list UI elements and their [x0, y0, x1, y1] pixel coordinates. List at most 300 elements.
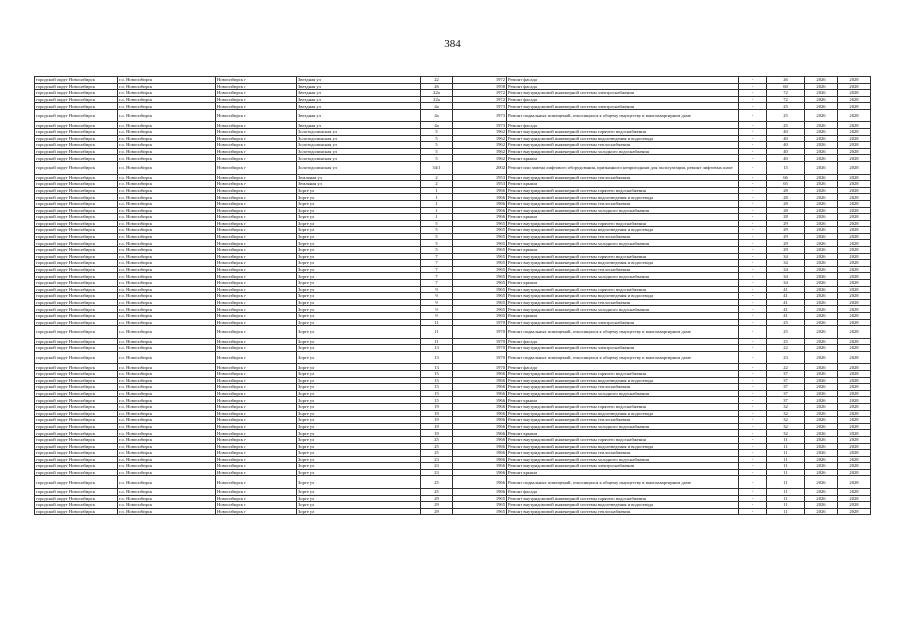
value-cell: 28: [767, 194, 805, 201]
street-cell: Зорге ул: [297, 384, 421, 391]
district-cell: городской округ Новосибирск: [35, 430, 118, 437]
build-year-cell: 1966: [453, 469, 507, 476]
street-cell: Звездная ул: [297, 83, 421, 90]
table-row: [35, 227, 871, 234]
dash-cell: -: [739, 351, 767, 364]
build-year-cell: 1962: [453, 142, 507, 149]
plan-year-start-cell: 2026: [805, 495, 838, 502]
settlement-cell: г.о. Новосибирск: [118, 240, 216, 247]
house-number-cell: 15: [421, 370, 453, 377]
house-number-cell: 29: [421, 508, 453, 515]
district-cell: городской округ Новосибирск: [35, 488, 118, 495]
work-type-cell: Ремонт внутридомовой инженерной системы горячего водоснабжения: [507, 253, 739, 260]
street-cell: Зорге ул: [297, 280, 421, 287]
street-cell: Зорге ул: [297, 370, 421, 377]
district-cell: городской округ Новосибирск: [35, 364, 118, 371]
table-row: [35, 313, 871, 320]
city-cell: Новосибирск г: [216, 155, 297, 162]
plan-year-end-cell: 2028: [838, 476, 871, 489]
plan-year-end-cell: 2028: [838, 260, 871, 267]
settlement-cell: г.о. Новосибирск: [118, 247, 216, 254]
value-cell: 11: [767, 463, 805, 470]
plan-year-start-cell: 2026: [805, 384, 838, 391]
plan-year-start-cell: 2026: [805, 83, 838, 90]
street-cell: Зорге ул: [297, 286, 421, 293]
plan-year-end-cell: 2028: [838, 214, 871, 221]
value-cell: 11: [767, 495, 805, 502]
plan-year-end-cell: 2028: [838, 227, 871, 234]
city-cell: Новосибирск г: [216, 129, 297, 136]
house-number-cell: 13: [421, 351, 453, 364]
street-cell: Зорге ул: [297, 299, 421, 306]
district-cell: городской округ Новосибирск: [35, 508, 118, 515]
plan-year-end-cell: 2028: [838, 135, 871, 142]
work-type-cell: Ремонт внутридомовой инженерной системы водоотведения и водоотвода: [507, 293, 739, 300]
plan-year-start-cell: 2026: [805, 370, 838, 377]
build-year-cell: 1966: [453, 207, 507, 214]
street-cell: Зорге ул: [297, 488, 421, 495]
plan-year-start-cell: 2026: [805, 286, 838, 293]
dash-cell: -: [739, 273, 767, 280]
build-year-cell: 1965: [453, 313, 507, 320]
build-year-cell: 1965: [453, 240, 507, 247]
value-cell: 40: [767, 155, 805, 162]
value-cell: 23: [767, 351, 805, 364]
plan-year-end-cell: 2028: [838, 450, 871, 457]
plan-year-start-cell: 2026: [805, 403, 838, 410]
street-cell: Золотодолинская ул: [297, 162, 421, 175]
dash-cell: -: [739, 450, 767, 457]
house-number-cell: 9: [421, 299, 453, 306]
settlement-cell: г.о. Новосибирск: [118, 286, 216, 293]
table-row: [35, 273, 871, 280]
value-cell: 25: [767, 122, 805, 129]
house-number-cell: 9: [421, 286, 453, 293]
build-year-cell: 1973: [453, 109, 507, 122]
settlement-cell: г.о. Новосибирск: [118, 96, 216, 103]
plan-year-start-cell: 2026: [805, 77, 838, 84]
house-number-cell: 5: [421, 129, 453, 136]
work-type-cell: Ремонт внутридомовой инженерной системы электроснабжения: [507, 463, 739, 470]
street-cell: Звездная ул: [297, 103, 421, 110]
plan-year-start-cell: 2026: [805, 377, 838, 384]
plan-year-start-cell: 2026: [805, 397, 838, 404]
dash-cell: -: [739, 469, 767, 476]
city-cell: Новосибирск г: [216, 423, 297, 430]
work-type-cell: Ремонт внутридомовой инженерной системы горячего водоснабжения: [507, 129, 739, 136]
dash-cell: -: [739, 129, 767, 136]
dash-cell: -: [739, 200, 767, 207]
plan-year-start-cell: 2026: [805, 508, 838, 515]
city-cell: Новосибирск г: [216, 227, 297, 234]
dash-cell: -: [739, 142, 767, 149]
work-type-cell: Ремонт крыши: [507, 469, 739, 476]
build-year-cell: 1966: [453, 194, 507, 201]
city-cell: Новосибирск г: [216, 338, 297, 345]
value-cell: 28: [767, 200, 805, 207]
value-cell: 29: [767, 233, 805, 240]
dash-cell: -: [739, 313, 767, 320]
settlement-cell: г.о. Новосибирск: [118, 200, 216, 207]
street-cell: Зорге ул: [297, 247, 421, 254]
street-cell: Зорге ул: [297, 495, 421, 502]
plan-year-end-cell: 2028: [838, 502, 871, 509]
city-cell: Новосибирск г: [216, 319, 297, 326]
settlement-cell: г.о. Новосибирск: [118, 417, 216, 424]
district-cell: городской округ Новосибирск: [35, 181, 118, 188]
table-row: [35, 338, 871, 345]
settlement-cell: г.о. Новосибирск: [118, 162, 216, 175]
plan-year-end-cell: 2028: [838, 122, 871, 129]
settlement-cell: г.о. Новосибирск: [118, 436, 216, 443]
plan-year-start-cell: 2026: [805, 220, 838, 227]
settlement-cell: г.о. Новосибирск: [118, 443, 216, 450]
plan-year-start-cell: 2026: [805, 227, 838, 234]
district-cell: городской округ Новосибирск: [35, 174, 118, 181]
district-cell: городской округ Новосибирск: [35, 227, 118, 234]
city-cell: Новосибирск г: [216, 508, 297, 515]
house-number-cell: 5: [421, 240, 453, 247]
dash-cell: -: [739, 338, 767, 345]
plan-year-start-cell: 2026: [805, 122, 838, 129]
table-row: [35, 181, 871, 188]
value-cell: 37: [767, 397, 805, 404]
district-cell: городской округ Новосибирск: [35, 293, 118, 300]
dash-cell: -: [739, 135, 767, 142]
table-row: [35, 423, 871, 430]
work-type-cell: Ремонт внутридомовой инженерной системы горячего водоснабжения: [507, 370, 739, 377]
plan-year-end-cell: 2028: [838, 103, 871, 110]
plan-year-end-cell: 2028: [838, 403, 871, 410]
build-year-cell: 1966: [453, 450, 507, 457]
work-type-cell: Ремонт внутридомовой инженерной системы холодного водоснабжения: [507, 390, 739, 397]
street-cell: Золотодолинская ул: [297, 129, 421, 136]
work-type-cell: Ремонт фасада: [507, 122, 739, 129]
house-number-cell: 25: [421, 443, 453, 450]
street-cell: Золотодолинская ул: [297, 155, 421, 162]
district-cell: городской округ Новосибирск: [35, 77, 118, 84]
district-cell: городской округ Новосибирск: [35, 162, 118, 175]
house-number-cell: 22: [421, 77, 453, 84]
house-number-cell: 1: [421, 214, 453, 221]
build-year-cell: 1966: [453, 200, 507, 207]
district-cell: городской округ Новосибирск: [35, 187, 118, 194]
settlement-cell: г.о. Новосибирск: [118, 148, 216, 155]
value-cell: 40: [767, 148, 805, 155]
house-number-cell: 5: [421, 155, 453, 162]
plan-year-end-cell: 2028: [838, 488, 871, 495]
plan-year-end-cell: 2028: [838, 293, 871, 300]
table-row: [35, 109, 871, 122]
plan-year-start-cell: 2026: [805, 338, 838, 345]
district-cell: городской округ Новосибирск: [35, 286, 118, 293]
build-year-cell: 1965: [453, 260, 507, 267]
plan-year-start-cell: 2026: [805, 313, 838, 320]
table-row: [35, 417, 871, 424]
dash-cell: -: [739, 397, 767, 404]
dash-cell: -: [739, 319, 767, 326]
dash-cell: -: [739, 207, 767, 214]
plan-year-start-cell: 2026: [805, 96, 838, 103]
work-type-cell: Ремонт внутридомовой инженерной системы холодного водоснабжения: [507, 273, 739, 280]
settlement-cell: г.о. Новосибирск: [118, 220, 216, 227]
build-year-cell: 1966: [453, 423, 507, 430]
district-cell: городской округ Новосибирск: [35, 266, 118, 273]
street-cell: Зорге ул: [297, 469, 421, 476]
city-cell: Новосибирск г: [216, 299, 297, 306]
district-cell: городской округ Новосибирск: [35, 90, 118, 97]
table-row: [35, 90, 871, 97]
house-number-cell: 4а: [421, 103, 453, 110]
value-cell: 72: [767, 96, 805, 103]
dash-cell: -: [739, 436, 767, 443]
plan-year-start-cell: 2026: [805, 502, 838, 509]
table-row: [35, 207, 871, 214]
plan-year-start-cell: 2026: [805, 109, 838, 122]
build-year-cell: 1966: [453, 488, 507, 495]
work-type-cell: Ремонт внутридомовой инженерной системы горячего водоснабжения: [507, 187, 739, 194]
plan-year-start-cell: 2026: [805, 476, 838, 489]
build-year-cell: 1966: [453, 390, 507, 397]
build-year-cell: 1965: [453, 495, 507, 502]
dash-cell: -: [739, 410, 767, 417]
value-cell: 11: [767, 456, 805, 463]
dash-cell: -: [739, 403, 767, 410]
dash-cell: -: [739, 280, 767, 287]
settlement-cell: г.о. Новосибирск: [118, 293, 216, 300]
city-cell: Новосибирск г: [216, 502, 297, 509]
house-number-cell: 2: [421, 174, 453, 181]
dash-cell: -: [739, 240, 767, 247]
dash-cell: -: [739, 220, 767, 227]
dash-cell: -: [739, 443, 767, 450]
district-cell: городской округ Новосибирск: [35, 326, 118, 339]
house-number-cell: 11: [421, 338, 453, 345]
dash-cell: -: [739, 96, 767, 103]
plan-year-end-cell: 2028: [838, 443, 871, 450]
table-row: [35, 77, 871, 84]
plan-year-start-cell: 2026: [805, 148, 838, 155]
table-row: [35, 96, 871, 103]
plan-year-start-cell: 2026: [805, 293, 838, 300]
city-cell: Новосибирск г: [216, 495, 297, 502]
table-row: [35, 200, 871, 207]
table-row: [35, 162, 871, 175]
dash-cell: -: [739, 463, 767, 470]
work-type-cell: Ремонт крыши: [507, 397, 739, 404]
plan-year-end-cell: 2028: [838, 306, 871, 313]
build-year-cell: 1966: [453, 403, 507, 410]
table-row: [35, 364, 871, 371]
plan-year-start-cell: 2026: [805, 443, 838, 450]
plan-year-start-cell: 2026: [805, 187, 838, 194]
work-type-cell: Ремонт внутридомовой инженерной системы теплоснабжения: [507, 450, 739, 457]
settlement-cell: г.о. Новосибирск: [118, 495, 216, 502]
house-number-cell: 7: [421, 260, 453, 267]
build-year-cell: 1970: [453, 326, 507, 339]
street-cell: Зорге ул: [297, 326, 421, 339]
work-type-cell: Ремонт внутридомовой инженерной системы водоотведения и водоотвода: [507, 194, 739, 201]
build-year-cell: 1958: [453, 83, 507, 90]
table-row: [35, 403, 871, 410]
dash-cell: -: [739, 456, 767, 463]
house-number-cell: 15: [421, 390, 453, 397]
table-row: [35, 220, 871, 227]
build-year-cell: 1966: [453, 397, 507, 404]
city-cell: Новосибирск г: [216, 181, 297, 188]
build-year-cell: 1965: [453, 286, 507, 293]
dash-cell: -: [739, 384, 767, 391]
street-cell: Зорге ул: [297, 476, 421, 489]
table-row: [35, 129, 871, 136]
district-cell: городской округ Новосибирск: [35, 148, 118, 155]
district-cell: городской округ Новосибирск: [35, 319, 118, 326]
plan-year-start-cell: 2026: [805, 129, 838, 136]
work-type-cell: Ремонт внутридомовой инженерной системы водоотведения и водоотвода: [507, 227, 739, 234]
city-cell: Новосибирск г: [216, 233, 297, 240]
house-number-cell: 19: [421, 410, 453, 417]
dash-cell: -: [739, 253, 767, 260]
value-cell: 34: [767, 253, 805, 260]
street-cell: Зорге ул: [297, 194, 421, 201]
table-row: [35, 495, 871, 502]
street-cell: Звездная ул: [297, 96, 421, 103]
table-row: [35, 384, 871, 391]
house-number-cell: 34/1: [421, 162, 453, 175]
settlement-cell: г.о. Новосибирск: [118, 463, 216, 470]
house-number-cell: 1: [421, 207, 453, 214]
work-type-cell: Ремонт крыши: [507, 280, 739, 287]
work-type-cell: Ремонт внутридомовой инженерной системы теплоснабжения: [507, 142, 739, 149]
dash-cell: -: [739, 293, 767, 300]
city-cell: Новосибирск г: [216, 174, 297, 181]
plan-year-start-cell: 2026: [805, 351, 838, 364]
table-row: [35, 299, 871, 306]
work-type-cell: Ремонт внутридомовой инженерной системы теплоснабжения: [507, 200, 739, 207]
plan-year-end-cell: 2028: [838, 326, 871, 339]
value-cell: 11: [767, 502, 805, 509]
value-cell: 22: [767, 364, 805, 371]
dash-cell: -: [739, 77, 767, 84]
street-cell: Зорге ул: [297, 417, 421, 424]
city-cell: Новосибирск г: [216, 488, 297, 495]
settlement-cell: г.о. Новосибирск: [118, 410, 216, 417]
house-number-cell: 7: [421, 253, 453, 260]
plan-year-end-cell: 2028: [838, 266, 871, 273]
city-cell: Новосибирск г: [216, 326, 297, 339]
table-row: [35, 377, 871, 384]
work-type-cell: Ремонт внутридомовой инженерной системы водоотведения и водоотвода: [507, 410, 739, 417]
table-row: [35, 286, 871, 293]
plan-year-start-cell: 2026: [805, 207, 838, 214]
table-row: [35, 187, 871, 194]
plan-year-start-cell: 2026: [805, 364, 838, 371]
district-cell: городской округ Новосибирск: [35, 273, 118, 280]
settlement-cell: г.о. Новосибирск: [118, 227, 216, 234]
house-number-cell: 5: [421, 148, 453, 155]
build-year-cell: 1965: [453, 293, 507, 300]
build-year-cell: 1970: [453, 345, 507, 352]
plan-year-start-cell: 2026: [805, 469, 838, 476]
settlement-cell: г.о. Новосибирск: [118, 77, 216, 84]
city-cell: Новосибирск г: [216, 436, 297, 443]
value-cell: 37: [767, 370, 805, 377]
house-number-cell: 19: [421, 430, 453, 437]
value-cell: 15: [767, 162, 805, 175]
build-year-cell: 1965: [453, 253, 507, 260]
build-year-cell: 1966: [453, 384, 507, 391]
table-row: [35, 148, 871, 155]
street-cell: Зорге ул: [297, 214, 421, 221]
dash-cell: -: [739, 299, 767, 306]
settlement-cell: г.о. Новосибирск: [118, 423, 216, 430]
table-row: [35, 247, 871, 254]
build-year-cell: 1965: [453, 280, 507, 287]
build-year-cell: 1972: [453, 77, 507, 84]
build-year-cell: 1966: [453, 214, 507, 221]
work-type-cell: Ремонт крыши: [507, 181, 739, 188]
plan-year-start-cell: 2026: [805, 417, 838, 424]
house-number-cell: 15: [421, 397, 453, 404]
district-cell: городской округ Новосибирск: [35, 109, 118, 122]
value-cell: 37: [767, 377, 805, 384]
work-type-cell: Ремонт внутридомовой инженерной системы горячего водоснабжения: [507, 220, 739, 227]
street-cell: Зорге ул: [297, 207, 421, 214]
build-year-cell: 1965: [453, 247, 507, 254]
plan-year-start-cell: 2026: [805, 345, 838, 352]
district-cell: городской округ Новосибирск: [35, 313, 118, 320]
table-row: [35, 456, 871, 463]
settlement-cell: г.о. Новосибирск: [118, 319, 216, 326]
street-cell: Зорге ул: [297, 220, 421, 227]
plan-year-end-cell: 2028: [838, 377, 871, 384]
plan-year-start-cell: 2026: [805, 155, 838, 162]
plan-year-start-cell: 2026: [805, 390, 838, 397]
work-type-cell: Ремонт или замена лифтового оборудования, признанного непригодным для эксплуатации, ремонт лифтовых шахт: [507, 162, 739, 175]
settlement-cell: г.о. Новосибирск: [118, 488, 216, 495]
house-number-cell: 9: [421, 306, 453, 313]
table-row: [35, 122, 871, 129]
value-cell: 25: [767, 338, 805, 345]
dash-cell: -: [739, 214, 767, 221]
work-type-cell: Ремонт внутридомовой инженерной системы водоотведения и водоотвода: [507, 443, 739, 450]
table-row: [35, 469, 871, 476]
work-type-cell: Ремонт внутридомовой инженерной системы холодного водоснабжения: [507, 306, 739, 313]
city-cell: Новосибирск г: [216, 397, 297, 404]
house-number-cell: 19: [421, 403, 453, 410]
work-type-cell: Ремонт внутридомовой инженерной системы водоотведения и водоотвода: [507, 377, 739, 384]
table-row: [35, 253, 871, 260]
district-cell: городской округ Новосибирск: [35, 502, 118, 509]
build-year-cell: 1970: [453, 338, 507, 345]
house-number-cell: 25: [421, 450, 453, 457]
table-row: [35, 326, 871, 339]
city-cell: Новосибирск г: [216, 370, 297, 377]
build-year-cell: 1970: [453, 319, 507, 326]
district-cell: городской округ Новосибирск: [35, 463, 118, 470]
work-type-cell: Ремонт внутридомовой инженерной системы горячего водоснабжения: [507, 403, 739, 410]
build-year-cell: 1970: [453, 351, 507, 364]
district-cell: городской округ Новосибирск: [35, 370, 118, 377]
dash-cell: -: [739, 122, 767, 129]
house-number-cell: 26: [421, 83, 453, 90]
city-cell: Новосибирск г: [216, 280, 297, 287]
plan-year-end-cell: 2028: [838, 233, 871, 240]
table-row: [35, 194, 871, 201]
city-cell: Новосибирск г: [216, 220, 297, 227]
settlement-cell: г.о. Новосибирск: [118, 403, 216, 410]
work-type-cell: Ремонт внутридомовой инженерной системы холодного водоснабжения: [507, 148, 739, 155]
